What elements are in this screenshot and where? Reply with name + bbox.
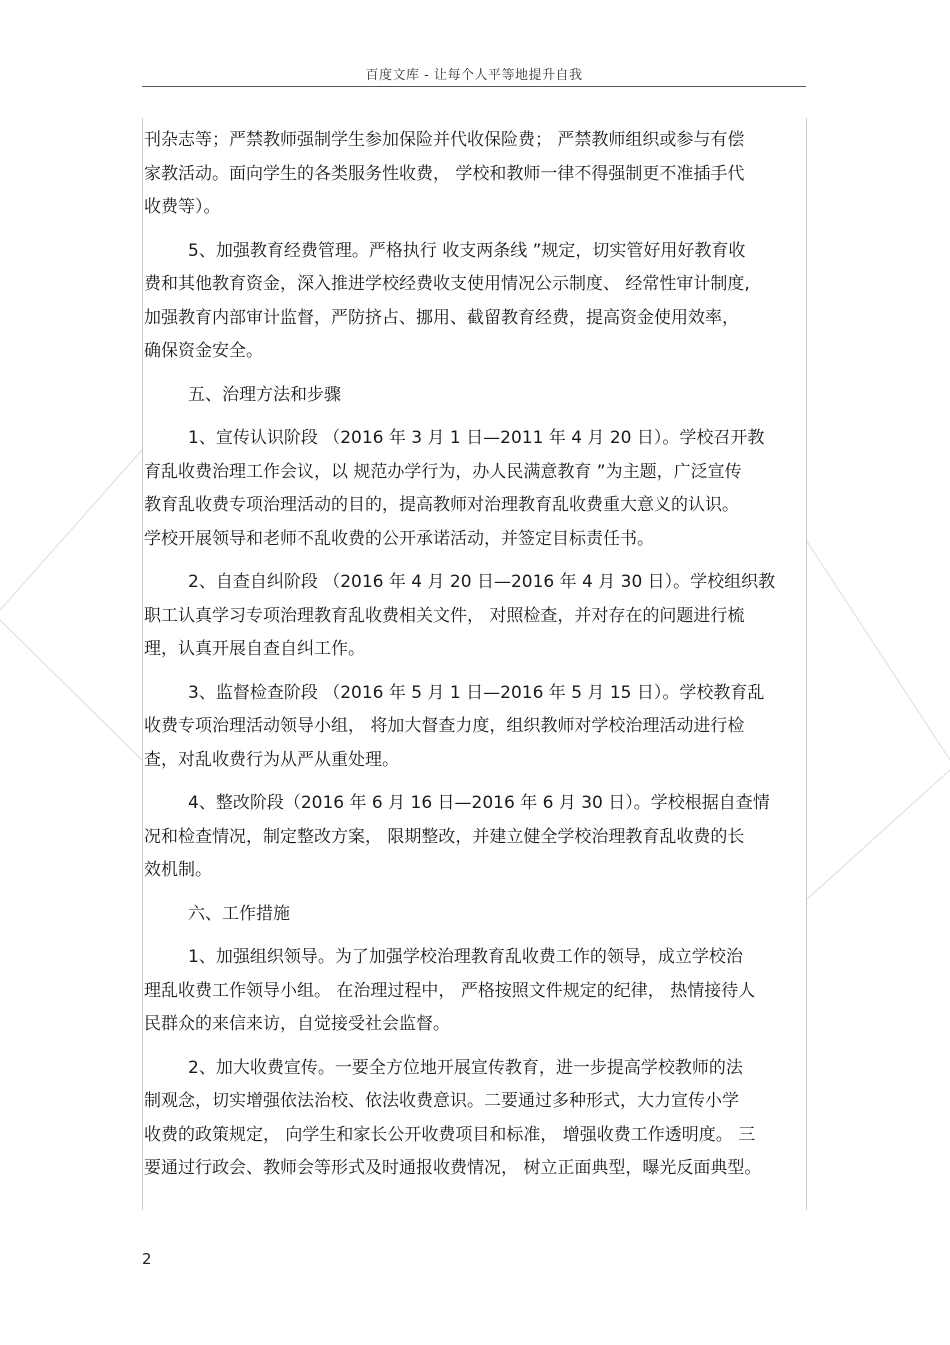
text-line: 况和检查情况，制定整改方案， 限期整改，并建立健全学校治理教育乱收费的长	[144, 826, 745, 847]
text-line: 收费等）。	[144, 197, 221, 217]
paragraph	[144, 898, 806, 932]
text-line: 教育乱收费专项治理活动的目的，提高教师对治理教育乱收费重大意义的认识。	[144, 495, 739, 515]
text-line: 查，对乱收费行为从严从重处理。	[144, 749, 399, 770]
page-header: 百度文库 - 让每个人平等地提升自我	[365, 68, 583, 83]
paragraph	[144, 124, 806, 225]
text-line: 4、整改阶段（2016 年 6 月 16 日—2016 年 6 月 30 日）。学校根据自查情	[188, 793, 770, 813]
text-line: 六、工作措施	[188, 903, 290, 924]
paragraph	[144, 566, 806, 667]
text-line: 1、加强组织领导。为了加强学校治理教育乱收费工作的领导，成立学校治	[188, 947, 743, 967]
text-line: 职工认真学习专项治理教育乱收费相关文件， 对照检查，并对存在的问题进行梳	[144, 605, 745, 626]
paragraph	[144, 677, 806, 778]
paragraph	[144, 379, 806, 413]
text-line: 加强教育内部审计监督，严防挤占、挪用、截留教育经费，提高资金使用效率，	[144, 307, 739, 328]
text-line: 理乱收费工作领导小组。 在治理过程中， 严格按照文件规定的纪律， 热情接待人	[144, 980, 756, 1001]
document-body	[144, 124, 806, 1196]
text-line: 3、监督检查阶段 （2016 年 5 月 1 日—2016 年 5 月 15 日）。学校教育乱	[188, 682, 765, 703]
text-line: 收费的政策规定， 向学生和家长公开收费项目和标准， 增强收费工作透明度。 三	[144, 1124, 756, 1145]
text-line: 育乱收费治理工作会议，以 规范办学行为，办人民满意教育 ”为主题，广泛宣传	[144, 461, 742, 482]
text-line: 刊杂志等；严禁教师强制学生参加保险并代收保险费； 严禁教师组织或参与有偿	[144, 130, 745, 150]
page-number: 2	[142, 1250, 152, 1268]
text-line: 费和其他教育资金，深入推进学校经费收支使用情况公示制度、 经常性审计制度,	[144, 274, 750, 294]
text-line: 5、加强教育经费管理。严格执行 收支两条线 ”规定，切实管好用好教育收	[188, 240, 746, 261]
text-line: 效机制。	[144, 860, 212, 880]
text-line: 1、宣传认识阶段 （2016 年 3 月 1 日—2011 年 4 月 20 日）。学校召开教	[188, 428, 765, 448]
text-line: 收费专项治理活动领导小组， 将加大督查力度，组织教师对学校治理活动进行检	[144, 716, 745, 736]
text-line: 民群众的来信来访，自觉接受社会监督。	[144, 1014, 450, 1034]
text-line: 五、治理方法和步骤	[188, 384, 341, 405]
text-line: 2、加大收费宣传。一要全方位地开展宣传教育，进一步提高学校教师的法	[188, 1057, 743, 1078]
paragraph	[144, 941, 806, 1042]
text-line: 2、自查自纠阶段 （2016 年 4 月 20 日—2016 年 4 月 30 日）。学校组织教	[188, 572, 776, 592]
text-line: 学校开展领导和老师不乱收费的公开承诺活动，并签定目标责任书。	[144, 528, 654, 549]
paragraph	[144, 422, 806, 556]
paragraph	[144, 235, 806, 369]
text-line: 制观念，切实增强依法治校、依法收费意识。二要通过多种形式，大力宣传小学	[144, 1091, 739, 1111]
header-divider	[142, 86, 806, 87]
text-line: 家教活动。面向学生的各类服务性收费， 学校和教师一律不得强制更不准插手代	[144, 163, 745, 184]
text-line: 理，认真开展自查自纠工作。	[144, 639, 365, 659]
text-frame-right-border	[806, 118, 807, 1210]
text-line: 要通过行政会、教师会等形式及时通报收费情况， 树立正面典型，曝光反面典型。	[144, 1158, 762, 1178]
paragraph	[144, 787, 806, 888]
paragraph	[144, 1052, 806, 1186]
text-line: 确保资金安全。	[144, 341, 263, 361]
text-frame-left-border	[142, 118, 143, 1210]
